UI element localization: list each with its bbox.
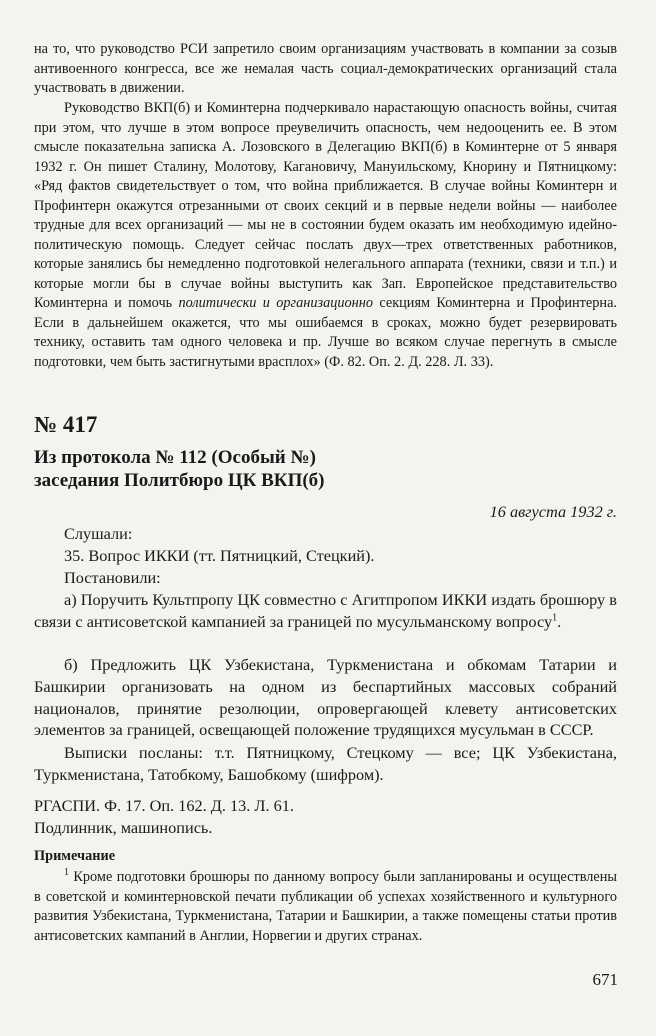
decision-a xyxy=(34,589,617,633)
decided-label: Постановили: xyxy=(64,568,161,587)
footnote-ref: 1 xyxy=(552,612,558,624)
title-line-2: заседания Политбюро ЦК ВКП(б) xyxy=(34,470,325,491)
note-heading: Примечание xyxy=(34,848,116,864)
document-number: № 417 xyxy=(34,412,98,437)
original-note: Подлинник, машинопись. xyxy=(34,818,213,837)
lozovsky-paragraph xyxy=(34,99,617,372)
page-number: 671 xyxy=(592,970,618,989)
heard-label: Слушали: xyxy=(64,524,133,543)
document-title xyxy=(34,446,617,492)
lozovsky-text-a: Руководство ВКП(б) и Коминтерна подчеркивало нарастающую опасность войны, считая при этом, что лучше в этом вопросе преувеличить опасность, чем недооценить ее. В этом смысле показательна записка А. Лозовского в Делегацию ВКП(б) в Коминтерне от 5 января 1932 г. Он пишет Сталину, Молотову, Кагановичу, Мануильскому, Кнорину и Пятницкому: «Ряд фактов свидетельствует о том, что война приближается. В случае войны Коминтерн и Профинтерн окажутся отрезанными от своих секций и в первые недели войны — наиболее трудные для всех организаций — мы не в состоянии будем оказать им необходимую идейно-политическую помощь. Следует сейчас послать двух—трех ответственных работников, которые занялись бы немедленно подготовкой нелегального аппарата (техники, связи и т.п.) и которые могли бы в случае войны выступить как Зап. Европейское представительство Коминтерна и помочь xyxy=(34,100,617,311)
lozovsky-text-b: секциям Коминтерна и Профинтерна. Если в дальнейшем окажется, что мы ошибаемся в сроках, можно будет резервировать технику, оставить там одного человека и пр. Лучше во всяком случае перегнуть в смысле подготовки, чем быть застигнутыми врасплох» (Ф. 82. Оп. 2. Д. 228. Л. 33). xyxy=(34,295,617,370)
footnote-body: Кроме подготовки брошюры по данному вопросу были запланированы и осуществлены в советской и коминтерновской печати публикации об успехах хозяйственного и культурного развития Узбекистана, Туркменистана, Татарии и Башкирии, а также помещены статьи против антисоветских кампаний в Англии, Норвегии и других странах. xyxy=(34,869,617,944)
heard-item: 35. Вопрос ИККИ (тт. Пятницкий, Стецкий). xyxy=(64,546,375,565)
intro-paragraph: на то, что руководство РСИ запретило своим организациям участвовать в компании за созыв антивоенного конгресса, все же немалая часть социал-демократических организаций стала участвовать в движении. xyxy=(34,41,617,96)
lozovsky-italic: политически и организационно xyxy=(178,295,374,311)
decision-a-end: . xyxy=(557,611,562,631)
decision-a-text: а) Поручить Культпропу ЦК совместно с Агитпропом ИККИ издать брошюру в связи с антисоветской кампанией за границей по мусульманскому вопросу xyxy=(34,590,617,631)
footnote-text xyxy=(34,868,617,946)
decision-b: б) Предложить ЦК Узбекистана, Туркменистана и обкомам Татарии и Башкирии организовать на одном из беспартийных массовых собраний националов, принятие резолюции, опровергающей клевету антисоветских элементов за границей, освещающей положение трудящихся мусульман в СССР. xyxy=(34,655,617,740)
footnote-mark: 1 xyxy=(64,867,69,879)
archive-reference: РГАСПИ. Ф. 17. Оп. 162. Д. 13. Л. 61. xyxy=(34,796,294,815)
title-line-1: Из протокола № 112 (Особый №) xyxy=(34,447,316,468)
extracts-sent: Выписки посланы: т.т. Пятницкому, Стецкому — все; ЦК Узбекистана, Туркменистана, Татобкому, Башобкому (шифром). xyxy=(34,743,617,784)
document-date: 16 августа 1932 г. xyxy=(489,502,617,521)
